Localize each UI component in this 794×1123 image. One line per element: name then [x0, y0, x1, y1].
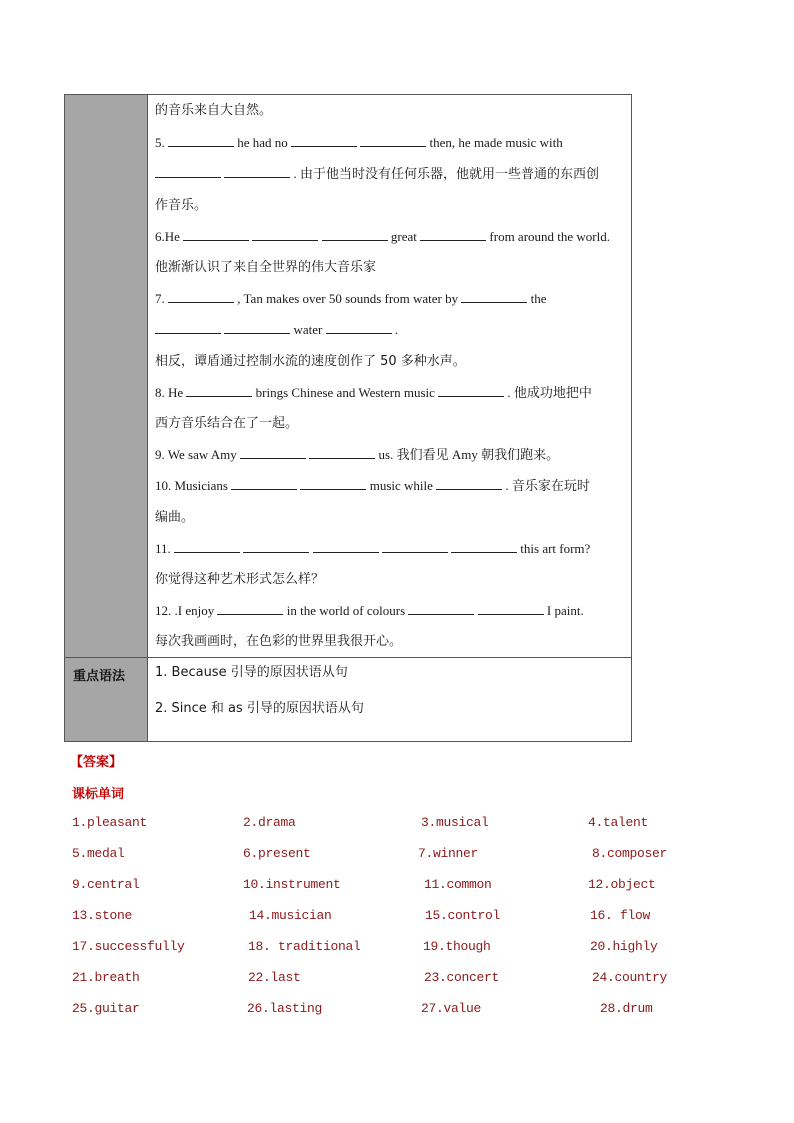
vocab-answer: 25.guitar [72, 1001, 140, 1016]
fill-blank[interactable] [231, 477, 297, 490]
line-text: . 由于他当时没有任何乐器，他就用一些普通的东西创 [293, 166, 600, 181]
fill-blank[interactable] [186, 384, 252, 397]
exercise-line [155, 633, 625, 651]
fill-blank[interactable] [183, 228, 249, 241]
line-text: in the world of colours [286, 603, 406, 618]
vocab-answer: 7.winner [418, 846, 479, 861]
exercise-line [155, 446, 625, 464]
fill-blank[interactable] [291, 134, 357, 147]
vocab-answer: 10.instrument [243, 877, 341, 892]
fill-blank[interactable] [360, 134, 426, 147]
line-text: he had no [237, 135, 288, 150]
vocab-answer: 20.highly [590, 939, 658, 954]
exercise-line [155, 602, 625, 620]
exercise-line [155, 165, 625, 183]
line-text: the [530, 291, 547, 306]
exercise-line [155, 197, 625, 215]
fill-blank[interactable] [224, 321, 290, 334]
exercise-line [155, 321, 625, 339]
fill-blank[interactable] [224, 165, 290, 178]
line-text: brings Chinese and Western music [255, 385, 435, 400]
fill-blank[interactable] [478, 602, 544, 615]
fill-blank[interactable] [408, 602, 474, 615]
line-text: water [293, 322, 323, 337]
exercise-line [155, 134, 625, 152]
fill-blank[interactable] [438, 384, 504, 397]
answer-subtitle: 课标单词 [72, 787, 125, 802]
row-divider [65, 657, 631, 658]
fill-blank[interactable] [155, 321, 221, 334]
vocab-answer: 27.value [421, 1001, 482, 1016]
line-text: 他渐渐认识了来自全世界的伟大音乐家 [155, 260, 377, 275]
line-text: 的音乐来自大自然。 [155, 103, 273, 118]
table-left-column [65, 95, 148, 741]
line-text: 11. [155, 541, 171, 556]
line-text: then, he made music with [429, 135, 563, 150]
line-text: 5. [155, 135, 165, 150]
line-text: 12. .I enjoy [155, 603, 215, 618]
vocab-answer: 8.composer [592, 846, 668, 861]
vocab-answer: 22.last [248, 970, 301, 985]
line-text: from around the world. [489, 229, 610, 244]
line-text: . [394, 322, 399, 337]
line-text: 编曲。 [155, 510, 195, 525]
fill-blank[interactable] [168, 134, 234, 147]
line-text: 6.He [155, 229, 180, 244]
line-text: 每次我画画时，在色彩的世界里我很开心。 [155, 634, 403, 649]
vocab-answer: 1.pleasant [72, 815, 148, 830]
fill-blank[interactable] [217, 602, 283, 615]
line-text: . 音乐家在玩时 [505, 478, 590, 493]
vocab-answer: 11.common [424, 877, 492, 892]
exercise-line [155, 571, 625, 589]
vocab-answer: 21.breath [72, 970, 140, 985]
line-text: 你觉得这种艺术形式怎么样？ [155, 572, 325, 587]
fill-blank[interactable] [436, 477, 502, 490]
line-text: 7. [155, 291, 165, 306]
fill-blank[interactable] [174, 540, 240, 553]
fill-blank[interactable] [322, 228, 388, 241]
fill-blank[interactable] [300, 477, 366, 490]
fill-blank[interactable] [309, 446, 375, 459]
vocab-answer: 6.present [243, 846, 311, 861]
grammar-item: 1. Because 引导的原因状语从句 [155, 665, 348, 680]
exercise-line [155, 353, 625, 371]
fill-blank[interactable] [155, 165, 221, 178]
line-text: 10. Musicians [155, 478, 228, 493]
exercise-line [155, 415, 625, 433]
vocab-answer: 23.concert [424, 970, 500, 985]
fill-blank[interactable] [252, 228, 318, 241]
answer-title: 【答案】 [70, 755, 123, 770]
vocab-answer: 15.control [425, 908, 501, 923]
vocab-answer: 3.musical [421, 815, 489, 830]
vocab-answer: 24.country [592, 970, 668, 985]
exercise-line [155, 228, 625, 246]
fill-blank[interactable] [313, 540, 379, 553]
line-text: 作音乐。 [155, 198, 208, 213]
grammar-label: 重点语法 [73, 669, 126, 684]
vocab-answer: 4.talent [588, 815, 649, 830]
exercise-line [155, 540, 625, 558]
exercise-line [155, 259, 625, 277]
exercise-line [155, 477, 625, 495]
fill-blank[interactable] [461, 290, 527, 303]
line-text: , Tan makes over 50 sounds from water by [237, 291, 459, 306]
line-text: great [390, 229, 417, 244]
vocab-answer: 12.object [588, 877, 656, 892]
line-text: I paint. [546, 603, 584, 618]
exercise-line [155, 509, 625, 527]
exercise-line [155, 102, 625, 120]
exercise-line [155, 384, 625, 402]
vocab-answer: 2.drama [243, 815, 296, 830]
fill-blank[interactable] [240, 446, 306, 459]
fill-blank[interactable] [326, 321, 392, 334]
vocab-answer: 13.stone [72, 908, 133, 923]
fill-blank[interactable] [420, 228, 486, 241]
exercise-line [155, 290, 625, 308]
line-text: us. 我们看见 Amy 朝我们跑来。 [378, 447, 560, 462]
vocab-answer: 16. flow [590, 908, 651, 923]
fill-blank[interactable] [168, 290, 234, 303]
line-text: this art form? [520, 541, 591, 556]
fill-blank[interactable] [243, 540, 309, 553]
vocab-answer: 17.successfully [72, 939, 185, 954]
line-text: 8. He [155, 385, 184, 400]
line-text: 西方音乐结合在了一起。 [155, 416, 299, 431]
line-text: 9. We saw Amy [155, 447, 237, 462]
vocab-answer: 26.lasting [247, 1001, 323, 1016]
fill-blank[interactable] [451, 540, 517, 553]
vocab-answer: 28.drum [600, 1001, 653, 1016]
line-text: music while [369, 478, 433, 493]
line-text: . 他成功地把中 [507, 385, 592, 400]
fill-blank[interactable] [382, 540, 448, 553]
grammar-item: 2. Since 和 as 引导的原因状语从句 [155, 701, 364, 716]
vocab-answer: 9.central [72, 877, 140, 892]
vocab-answer: 14.musician [249, 908, 332, 923]
vocab-answer: 18. traditional [248, 939, 361, 954]
vocab-answer: 19.though [423, 939, 491, 954]
line-text: 相反，谭盾通过控制水流的速度创作了 50 多种水声。 [155, 354, 466, 369]
vocab-answer: 5.medal [72, 846, 125, 861]
